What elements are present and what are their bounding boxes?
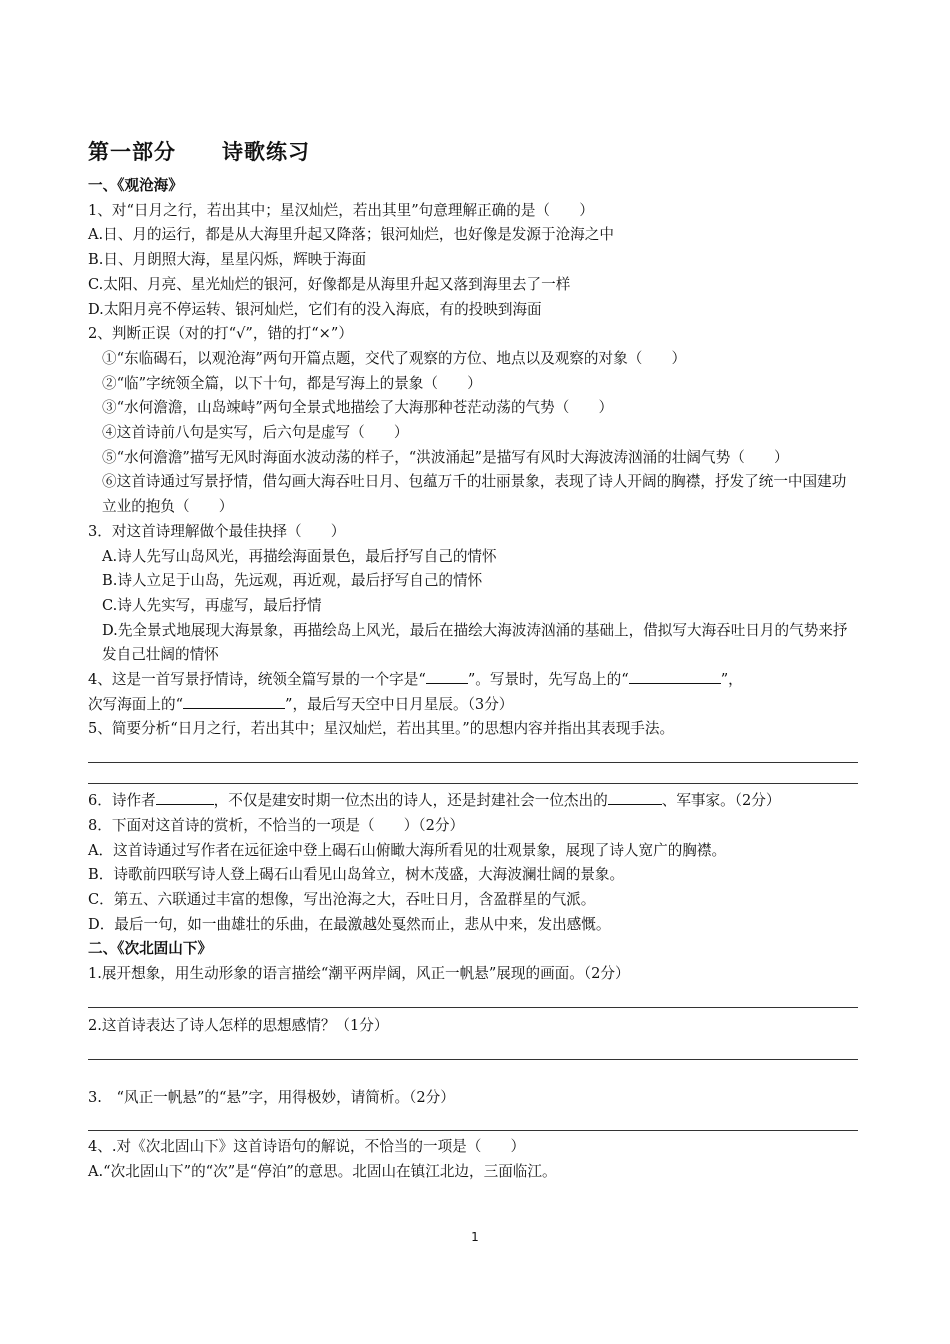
option-d: D．最后一句，如一曲雄壮的乐曲，在最激越处戛然而止，悲从中来，发出感慨。: [88, 915, 611, 933]
question-6: 6．诗作者 ，不仅是建安时期一位杰出的诗人，还是封建社会一位杰出的 、军事家。（2分）: [88, 792, 781, 810]
question-4-cont: 次写海面上的“ ”，最后写天空中日月星辰。（3分）: [88, 695, 514, 713]
question-3: 3. “风正一帆悬”的“悬”字，用得极妙，请简析。（2分）: [88, 1088, 455, 1106]
judge-item-5: ⑤“水何澹澹”描写无风时海面水波动荡的样子，“洪波涌起”是描写有风时大海波涛汹涌的壮阔气势（ ）: [102, 448, 789, 466]
option-a: A.诗人先写山岛风光，再描绘海面景色，最后抒写自己的情怀: [102, 547, 497, 565]
judge-item-1: ①“东临碣石，以观沧海”两句开篇点题，交代了观察的方位、地点以及观察的对象（ ）: [102, 349, 687, 367]
judge-item-3: ③“水何澹澹，山岛竦峙”两句全景式地描绘了大海那种苍茫动荡的气势（ ）: [102, 399, 614, 417]
answer-blank[interactable]: [156, 790, 214, 805]
page-number: 1: [471, 1230, 479, 1244]
answer-blank[interactable]: [183, 694, 285, 709]
section-title: 诗歌练习: [222, 140, 310, 164]
option-d: D.先全景式地展现大海景象，再描绘岛上风光，最后在描绘大海波涛汹涌的基础上，借拟写大海吞吐日月的气势来抒发自己壮阔的情怀: [102, 621, 848, 664]
question-2: 2.这首诗表达了诗人怎样的思想感情？（1分）: [88, 1016, 389, 1034]
question-3: 3．对这首诗理解做个最佳抉择（ ）: [88, 522, 346, 540]
option-c: C．第五、六联通过丰富的想像，写出沧海之大，吞吐日月，含盈群星的气派。: [88, 890, 596, 908]
section-heading-guancanghai: 一、《观沧海》: [88, 177, 183, 194]
judge-item-4: ④这首诗前八句是实写，后六句是虚写（ ）: [102, 424, 409, 442]
option-a: A.日、月的运行，都是从大海里升起又降落；银河灿烂，也好像是发源于沧海之中: [88, 226, 614, 244]
section-heading-cibeigushanxia: 二、《次北固山下》: [88, 940, 213, 958]
option-b: B．诗歌前四联写诗人登上碣石山看见山岛耸立，树木茂盛，大海波澜壮阔的景象。: [88, 866, 625, 884]
question-5: 5、简要分析“日月之行，若出其中；星汉灿烂，若出其里。”的思想内容并指出其表现手法。: [88, 720, 675, 738]
page-title: [88, 136, 310, 166]
answer-blank[interactable]: [608, 790, 662, 805]
option-d: D.太阳月亮不停运转、银河灿烂，它们有的没入海底，有的投映到海面: [88, 300, 542, 318]
option-c: C.太阳、月亮、星光灿烂的银河，好像都是从海里升起又落到海里去了一样: [88, 275, 571, 293]
option-b: B.日、月朗照大海，星星闪烁，辉映于海面: [88, 251, 367, 269]
option-b: B.诗人立足于山岛，先远观，再近观，最后抒写自己的情怀: [102, 572, 483, 590]
judge-item-6: ⑥这首诗通过写景抒情，借勾画大海吞吐日月、包蕴万千的壮丽景象，表现了诗人开阔的胸襟，抒发了统一中国建功立业的抱负（ ）: [102, 473, 847, 516]
option-a: A.“次北固山下”的“次”是“停泊”的意思。北固山在镇江北边，三面临江。: [88, 1162, 557, 1180]
question-1: 1.展开想象，用生动形象的语言描绘“潮平两岸阔，风正一帆悬”展现的画面。（2分）: [88, 965, 630, 983]
option-c: C.诗人先实写，再虚写，最后抒情: [102, 596, 322, 614]
question-4: 4、这是一首写景抒情诗，统领全篇写景的一个字是“ ”。写景时，先写岛上的“ ”，: [88, 671, 743, 689]
exercise-content: [88, 174, 858, 1185]
answer-blank[interactable]: [629, 669, 721, 684]
part-label: 第一部分: [88, 140, 176, 164]
judge-item-2: ②“临”字统领全篇，以下十句，都是写海上的景象（ ）: [102, 374, 482, 392]
answer-blank[interactable]: [426, 669, 468, 684]
question-2: 2、判断正误（对的打“√”，错的打“×”）: [88, 325, 353, 343]
option-a: A．这首诗通过写作者在远征途中登上碣石山俯瞰大海所看见的壮观景象，展现了诗人宽广的胸襟。: [88, 841, 727, 859]
question-8: 8．下面对这首诗的赏析，不恰当的一项是（ ）（2分）: [88, 816, 465, 834]
question-1: 1、对“日月之行，若出其中；星汉灿烂，若出其里”句意理解正确的是（ ）: [88, 201, 594, 219]
question-4: 4、.对《次北固山下》这首诗语句的解说，不恰当的一项是（ ）: [88, 1138, 526, 1156]
